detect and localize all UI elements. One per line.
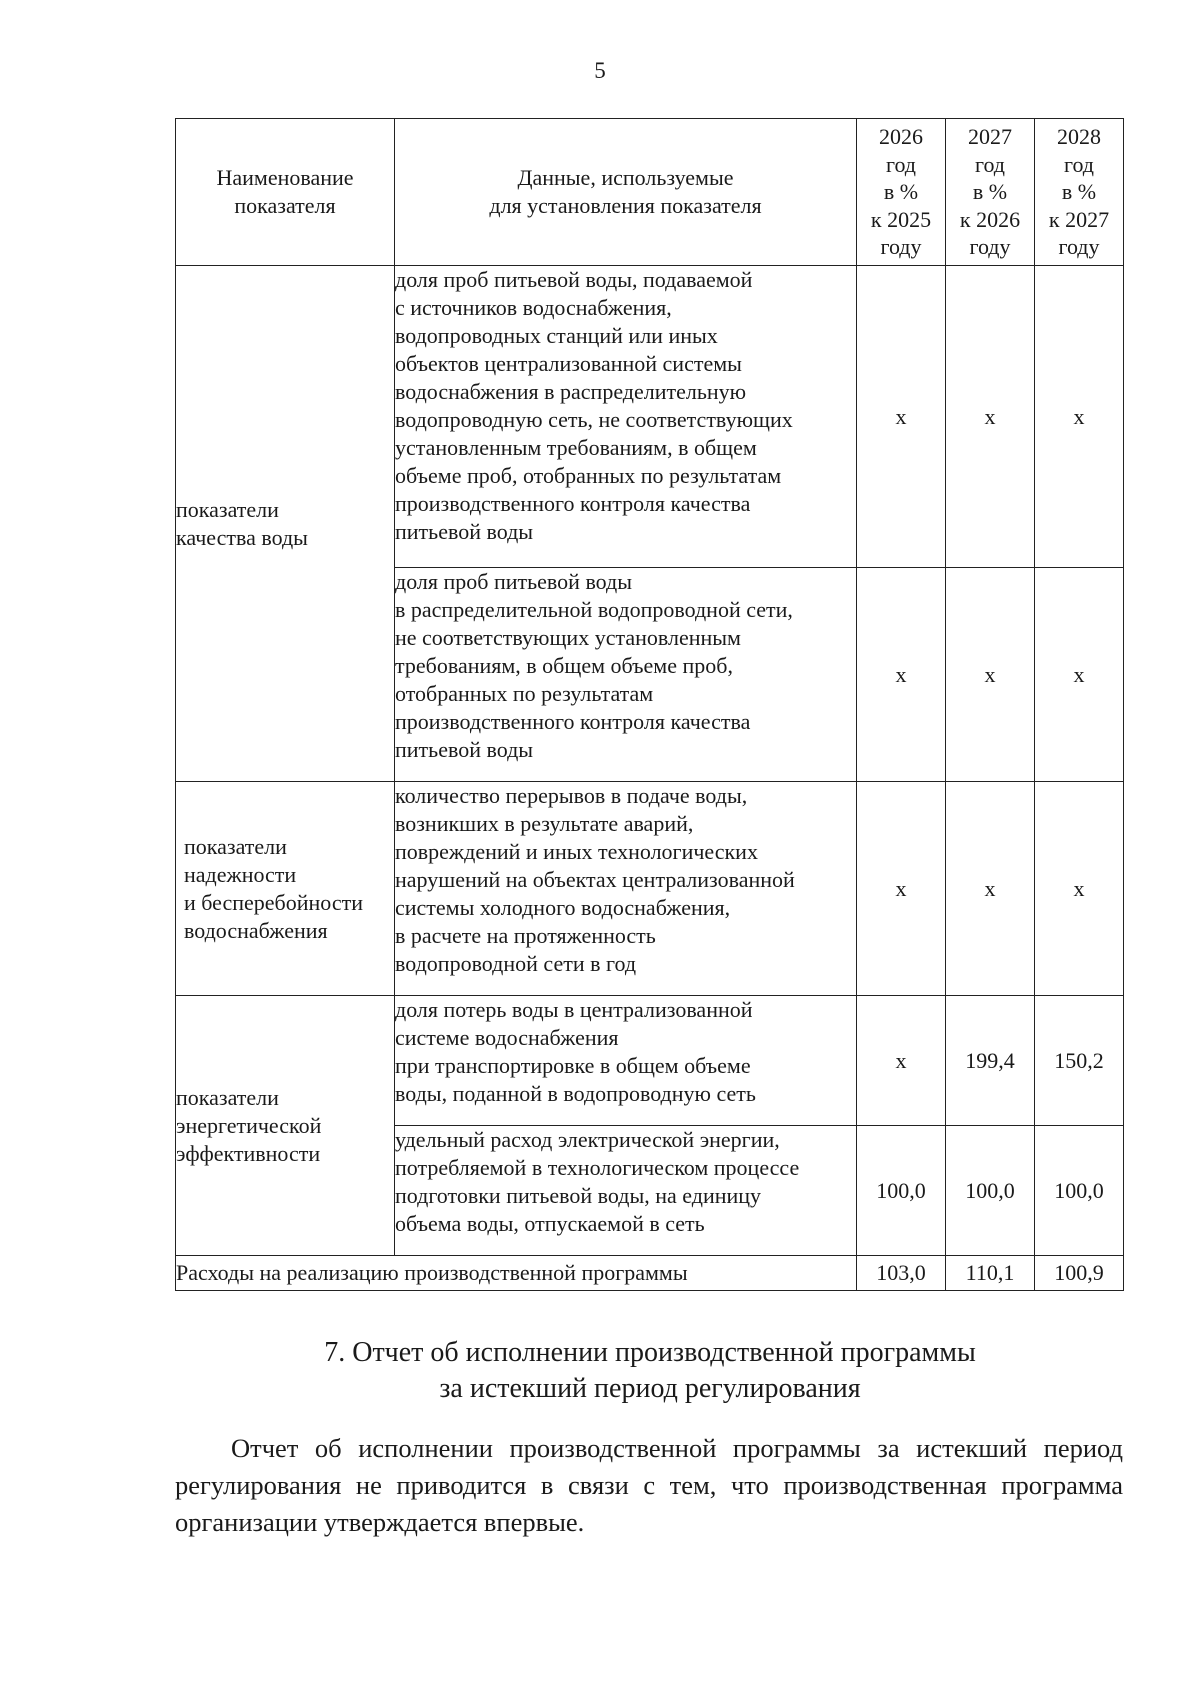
value-2027: 100,0 — [946, 1126, 1035, 1256]
section-title — [0, 1335, 1200, 1407]
total-value-2026: 103,0 — [857, 1256, 946, 1291]
paragraph-line: регулирования не приводится в связи с тем, что производственная программа — [175, 1470, 1123, 1500]
paragraph-line: Отчет об исполнении производственной программы за истекший период — [231, 1433, 1123, 1463]
row-description: удельный расход электрической энергии, потребляемой в технологическом процессе подготовки питьевой воды, на единицу объема воды, отпускаемой в сеть — [395, 1126, 857, 1256]
value-2027: 199,4 — [946, 996, 1035, 1126]
group-energy-efficiency: показатели энергетической эффективности — [176, 996, 395, 1256]
indicators-table — [175, 118, 1124, 1291]
row-description: доля потерь воды в централизованной системе водоснабжения при транспортировке в общем объеме воды, поданной в водопроводную сеть — [395, 996, 857, 1126]
page-number: 5 — [594, 58, 606, 83]
total-label: Расходы на реализацию производственной программы — [176, 1256, 857, 1291]
group-reliability: показатели надежности и бесперебойности водоснабжения — [176, 782, 395, 996]
table-row — [176, 782, 1124, 996]
header-indicator-data: Данные, используемые для установления показателя — [395, 119, 857, 266]
value-2028: x — [1035, 266, 1124, 568]
group-water-quality: показатели качества воды — [176, 266, 395, 782]
report-paragraph — [175, 1430, 1123, 1541]
header-year-2026: 2026 год в % к 2025 году — [857, 119, 946, 266]
paragraph-line: организации утверждается впервые. — [175, 1507, 585, 1537]
value-2026: x — [857, 266, 946, 568]
header-year-2028: 2028 год в % к 2027 году — [1035, 119, 1124, 266]
value-2028: 100,0 — [1035, 1126, 1124, 1256]
header-year-2027: 2027 год в % к 2026 году — [946, 119, 1035, 266]
table-row — [176, 996, 1124, 1126]
value-2028: 150,2 — [1035, 996, 1124, 1126]
table-header-row — [176, 119, 1124, 266]
value-2027: x — [946, 782, 1035, 996]
value-2026: x — [857, 568, 946, 782]
section-title-line: за истекший период регулирования — [439, 1373, 861, 1404]
table-row — [176, 266, 1124, 568]
header-indicator-name: Наименование показателя — [176, 119, 395, 266]
value-2028: x — [1035, 568, 1124, 782]
row-description: доля проб питьевой воды, подаваемой с источников водоснабжения, водопроводных станций или иных объектов централизованной системы водоснабжения в распределительную водопроводную сеть, не соответствующих установленным требованиям, в общем объеме проб, отобранных по результатам производственного контроля качества питьевой воды — [395, 266, 857, 568]
section-title-line: 7. Отчет об исполнении производственной программы — [324, 1337, 976, 1368]
value-2027: x — [946, 266, 1035, 568]
total-value-2028: 100,9 — [1035, 1256, 1124, 1291]
row-description: количество перерывов в подаче воды, возникших в результате аварий, повреждений и иных технологических нарушений на объектах централизованной системы холодного водоснабжения, в расчете на протяженность водопроводной сети в год — [395, 782, 857, 996]
value-2027: x — [946, 568, 1035, 782]
value-2026: x — [857, 996, 946, 1126]
value-2028: x — [1035, 782, 1124, 996]
value-2026: 100,0 — [857, 1126, 946, 1256]
total-value-2027: 110,1 — [946, 1256, 1035, 1291]
value-2026: x — [857, 782, 946, 996]
table-total-row — [176, 1256, 1124, 1291]
row-description: доля проб питьевой воды в распределительной водопроводной сети, не соответствующих установленным требованиям, в общем объеме проб, отобранных по результатам производственного контроля качества питьевой воды — [395, 568, 857, 782]
